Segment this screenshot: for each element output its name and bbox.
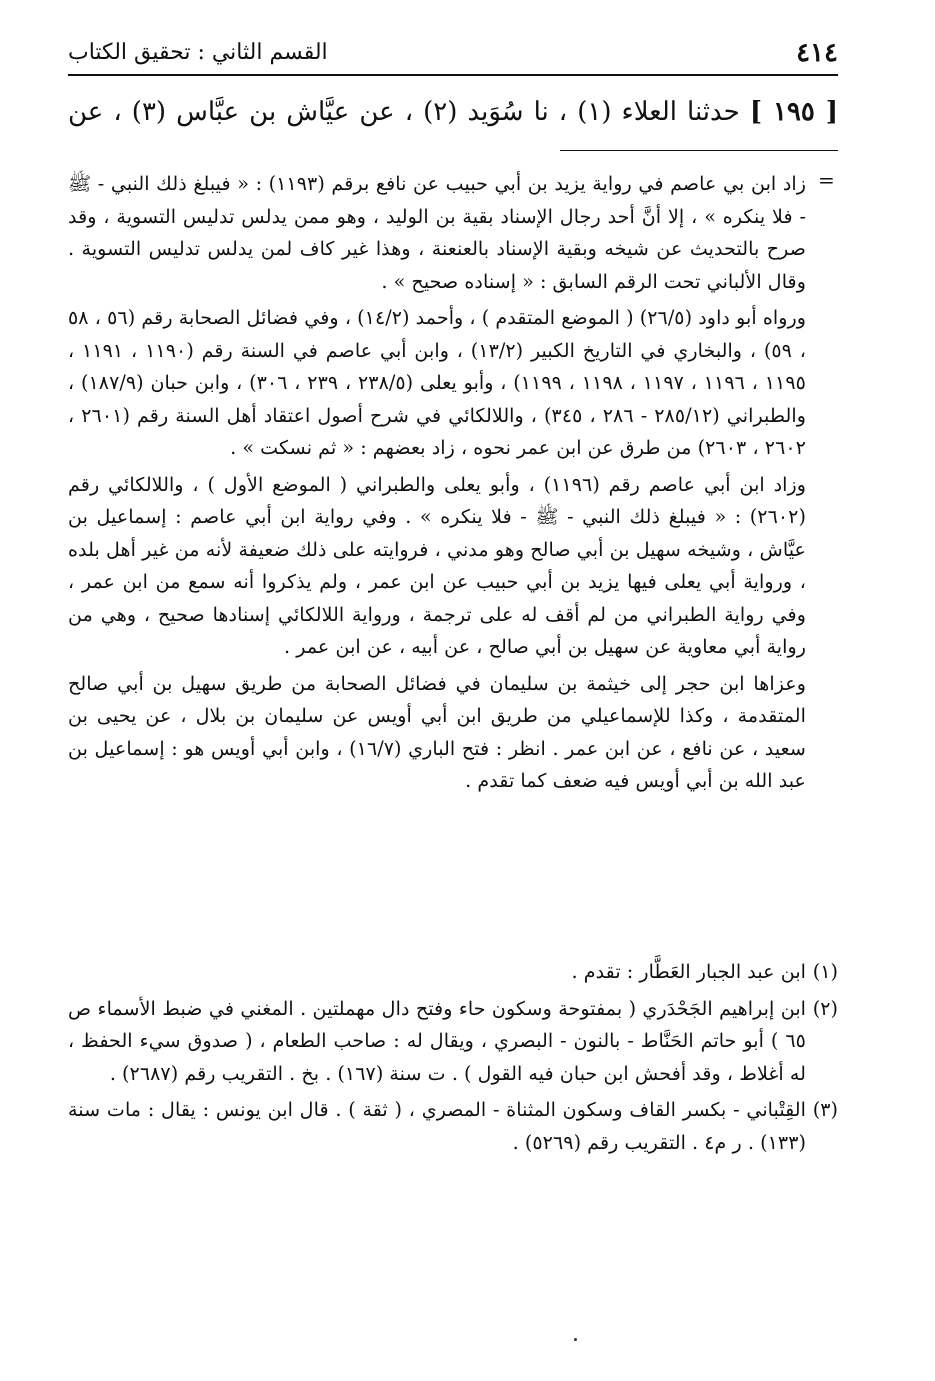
page-number: ٤١٤ bbox=[796, 38, 838, 68]
scan-speck bbox=[574, 1338, 577, 1341]
header-rule bbox=[68, 74, 838, 76]
page-header bbox=[68, 38, 838, 78]
commentary-paragraph: زاد ابن بي عاصم في رواية يزيد بن أبي حبيب عن نافع برقم (١١٩٣) : « فيبلغ ذلك النبي - ﷺ - فلا ينكره » ، إلا أنَّ أحد رجال الإسناد بقية بن الوليد ، وهو ممن يدلس تدليس التسوية ، وقد صرح بالتحديث عن شيخه وبقية الإسناد بالعنعنة ، وهذا غير كاف لمن يدلس تدليس التسوية . وقال الألباني تحت الرقم السابق : « إسناده صحيح » . bbox=[68, 172, 806, 293]
footnote-2 bbox=[68, 993, 838, 1091]
section-title: القسم الثاني : تحقيق الكتاب bbox=[68, 40, 328, 65]
footnote-text: ابن عبد الجبار العَطَّار : تقدم . bbox=[571, 960, 806, 983]
footnote-number: (٢) bbox=[812, 996, 838, 1020]
footnote-3 bbox=[68, 1094, 838, 1159]
footnote-number: (٣) bbox=[812, 1098, 838, 1121]
footnote-separator bbox=[560, 150, 838, 151]
hadith-chain bbox=[68, 88, 838, 136]
footnote-text: ابن إبراهيم الجَحْدَري ( بمفتوحة وسكون حاء وفتح دال مهملتين . المغني في ضبط الأسماء ص ٦٥ ) أبو حاتم الحَنَّاط - بالنون - البصري ، ويقال له : صاحب الطعام ، ( صدوق سيء الحفظ ، له أغلاط ، وقد أفحش ابن حبان فيه القول ) . ت سنة (١٦٧) . بخ . التقريب رقم (٢٦٨٧) . bbox=[68, 996, 806, 1085]
continuation-mark: = bbox=[818, 168, 835, 192]
hadith-number: [ ١٩٥ ] bbox=[749, 97, 838, 127]
footnote-number: (١) bbox=[812, 960, 838, 983]
footnotes bbox=[68, 956, 838, 1163]
commentary-paragraph: وعزاها ابن حجر إلى خيثمة بن سليمان في فضائل الصحابة من طريق سهيل بن أبي صالح المتقدمة ، وكذا للإسماعيلي من طريق ابن أبي أويس عن سليمان بن بلال ، عن يحيى بن سعيد ، عن نافع ، عن ابن عمر . انظر : فتح الباري (١٦/٧) ، وابن أبي أويس هو : إسماعيل بن عبد الله بن أبي أويس فيه ضعف كما تقدم . bbox=[68, 671, 807, 792]
footnote-text: القِتْباني - بكسر القاف وسكون المثناة - المصري ، ( ثقة ) . قال ابن يونس : يقال : مات سنة (١٣٣) . ر م٤ . التقريب رقم (٥٢٦٩) . bbox=[68, 1098, 806, 1154]
footnote-1 bbox=[68, 956, 838, 989]
hadith-text: حدثنا العلاء (١) ، نا سُوَيد (٢) ، عن عيَّاش بن عبَّاس (٣) ، عن bbox=[68, 97, 740, 127]
commentary-block bbox=[68, 168, 806, 802]
commentary-paragraph: ورواه أبو داود (٢٦/٥) ( الموضع المتقدم ) ، وأحمد (١٤/٢) ، وفي فضائل الصحابة رقم (٥٦ ، ٥٨ ، ٥٩) ، والبخاري في التاريخ الكبير (١٣/٢) ، وابن أبي عاصم في السنة رقم (١١٩٠ ، ١١٩١ ، ١١٩٥ ، ١١٩٦ ، ١١٩٧ ، ١١٩٨ ، ١١٩٩) ، وأبو يعلى (٢٣٨/٥ ، ٢٣٩ ، ٣٠٦) ، وابن حبان (١٨٧/٩) ، والطبراني (٢٨٥/١٢ - ٢٨٦ ، ٣٤٥) ، واللالكائي في شرح أصول اعتقاد أهل السنة رقم (٢٦٠١ ، ٢٦٠٢ ، ٢٦٠٣) من طرق عن ابن عمر نحوه ، زاد بعضهم : « ثم نسكت » . bbox=[68, 306, 807, 459]
commentary-paragraph: وزاد ابن أبي عاصم رقم (١١٩٦) ، وأبو يعلى والطبراني ( الموضع الأول ) ، واللالكائي رقم (٢٦٠٢) : « فيبلغ ذلك النبي - ﷺ - فلا ينكره » . وفي رواية ابن أبي عاصم : إسماعيل بن عيَّاش ، وشيخه سهيل بن أبي صالح وهو مدني ، فروايته على ذلك ضعيفة لأنه من غير أهل بلده ، ورواية أبي يعلى فيها يزيد بن أبي حبيب عن ابن عمر ، ولم يذكروا أنه سمع من ابن عمر ، وفي رواية الطبراني من لم أقف له على ترجمة ، ورواية اللالكائي إسنادها صحيح ، وهي من رواية أبي معاوية عن سهيل بن أبي صالح ، عن أبيه ، عن ابن عمر . bbox=[68, 472, 806, 658]
